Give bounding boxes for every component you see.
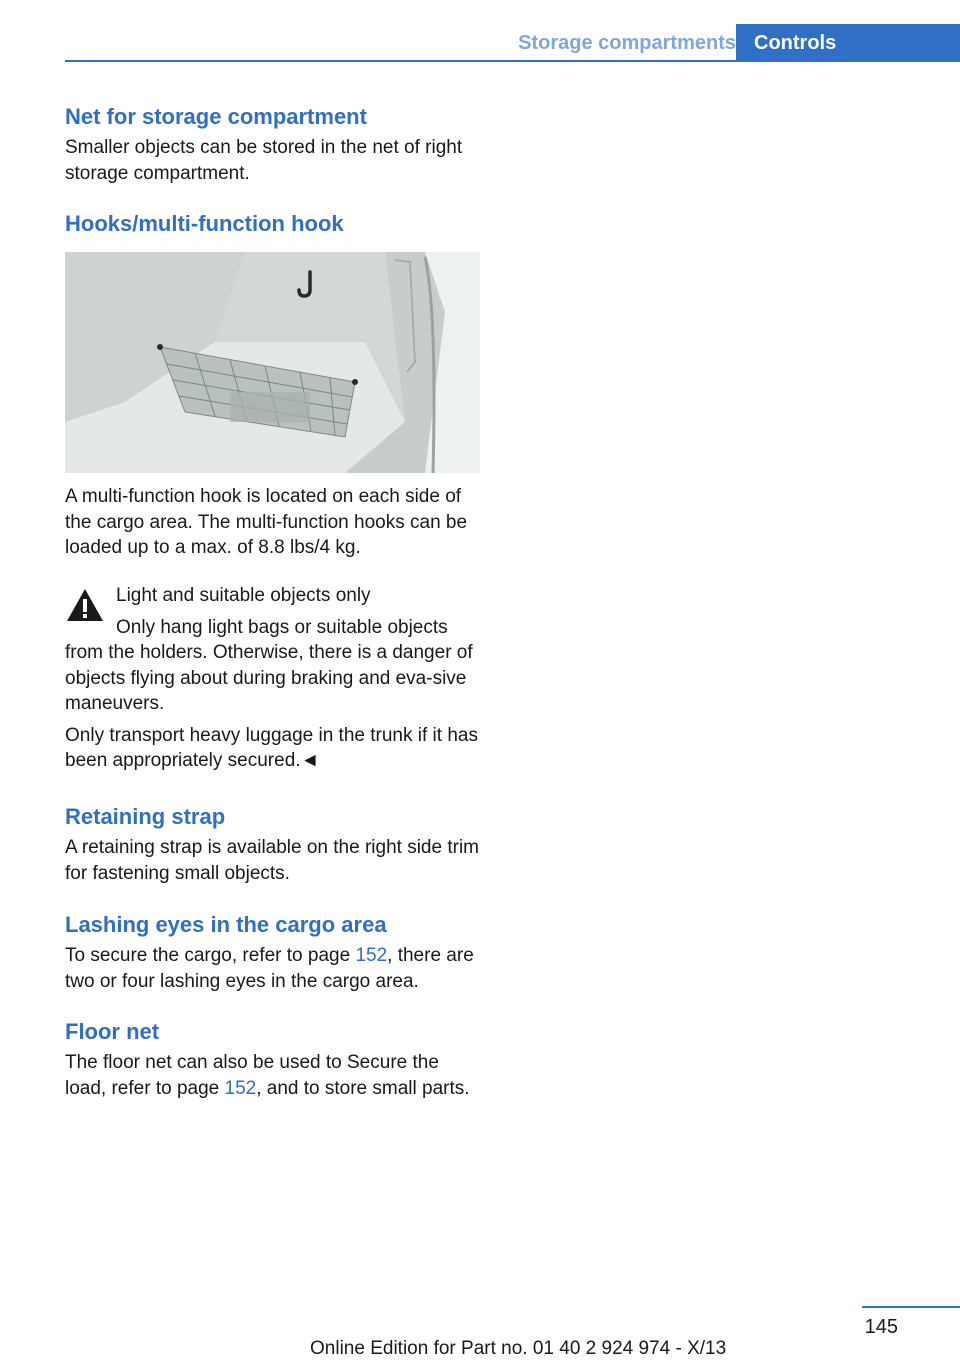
section-title-floor-net: Floor net — [65, 1019, 160, 1044]
section-title-lashing: Lashing eyes in the cargo area — [65, 912, 387, 937]
page-link-152[interactable]: 152 — [355, 945, 388, 966]
header-section-title: Storage compartments — [518, 32, 736, 54]
section-body-hooks: A multi-function hook is located on each side of the cargo area. The multi-function hooks can be loaded up to a max. of 8.8 lbs/4 kg. — [65, 486, 468, 558]
footer-rule — [862, 1306, 960, 1308]
header-chapter-tab[interactable]: Controls — [736, 24, 960, 62]
section-body-lashing — [65, 943, 480, 994]
section-title-hooks: Hooks/multi-function hook — [65, 211, 344, 236]
floor-text-after: , and to store small parts. — [256, 1077, 470, 1099]
section-title-net: Net for storage compartment — [65, 104, 367, 129]
section-net — [65, 103, 480, 186]
section-body-floor-net — [65, 1050, 480, 1101]
warning-text-first-line: Only hang light bags or suitable objects — [116, 616, 448, 638]
section-hooks-body — [65, 484, 480, 561]
warning-block — [65, 583, 480, 774]
section-body-strap: A retaining strap is available on the right side trim for fastening small objects. — [65, 837, 479, 884]
section-title-strap: Retaining strap — [65, 804, 226, 829]
warning-heading: Light and suitable objects only — [116, 585, 371, 606]
footer-edition: Online Edition for Part no. 01 40 2 924 974 - X/13 — [310, 1338, 727, 1359]
cargo-area-illustration — [65, 252, 480, 473]
warning-text-secure: Only transport heavy luggage in the trunk if it has been appropriately secured.◄ — [65, 724, 478, 771]
section-hooks-heading — [65, 210, 480, 238]
cargo-area-drawing — [65, 252, 480, 473]
lashing-text-after: , there are two or four lashing eyes in the cargo area. — [65, 945, 474, 992]
section-strap — [65, 803, 480, 886]
section-floor-net — [65, 1018, 480, 1101]
section-body-net: Smaller objects can be stored in the net of right storage compartment. — [65, 137, 463, 184]
warning-text-continued: from the holders. Otherwise, there is a danger of objects flying about during braking and eva-sive maneuvers. — [65, 642, 473, 714]
lashing-text-before: To secure the cargo, refer to page — [65, 945, 356, 966]
header-rule — [65, 60, 960, 62]
section-lashing — [65, 911, 480, 994]
page-number: 145 — [864, 1316, 898, 1338]
floor-text-before: The floor net can also be used to Secure the load, refer to page — [65, 1052, 439, 1099]
page-link-152-floor[interactable]: 152 — [224, 1077, 257, 1099]
